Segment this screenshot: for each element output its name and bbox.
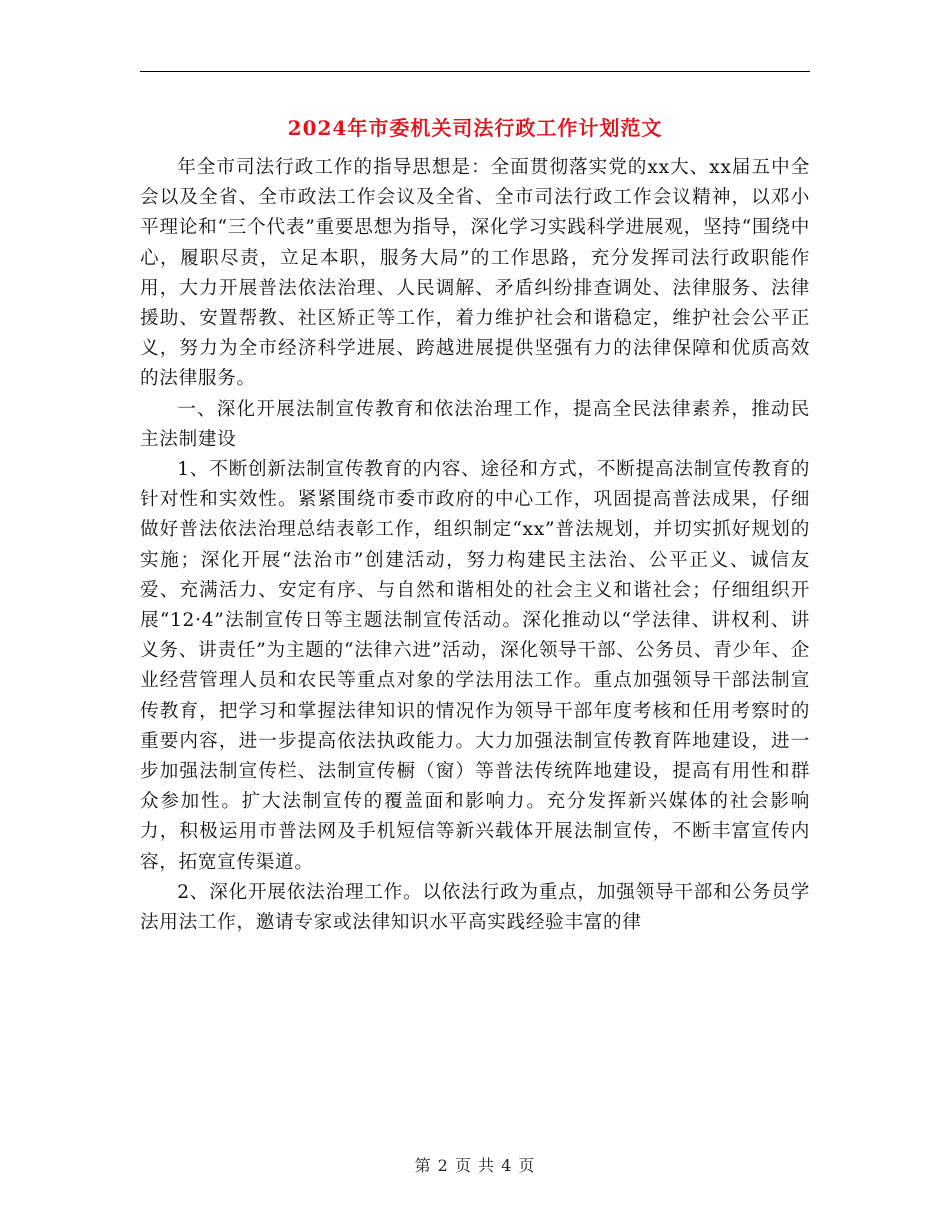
document-body bbox=[140, 153, 810, 938]
paragraph-guiding-ideology: 年全市司法行政工作的指导思想是：全面贯彻落实党的xx大、xx届五中全会以及全省、全市政法工作会议及全省、全市司法行政工作会议精神，以邓小平理论和“三个代表”重要思想为指导，深化学习实践科学进展观，坚持“围绕中心，履职尽责，立足本职，服务大局”的工作思路，充分发挥司法行政职能作用，大力开展普法依法治理、人民调解、矛盾纠纷排查调处、法律服务、法律援助、安置帮教、社区矫正等工作，着力维护社会和谐稳定，维护社会公平正义，努力为全市经济科学进展、跨越进展提供坚强有力的法律保障和优质高效的法律服务。 bbox=[140, 157, 810, 390]
paragraph-section-one-heading: 一、深化开展法制宣传教育和依法治理工作，提高全民法律素养，推动民主法制建设 bbox=[140, 398, 810, 450]
document-title: 2024年市委机关司法行政工作计划范文 bbox=[287, 116, 663, 140]
page-number-footer: 第 2 页 共 4 页 bbox=[414, 1156, 536, 1175]
header-rule bbox=[140, 71, 810, 72]
paragraph-item-two: 2、深化开展依法治理工作。以依法行政为重点，加强领导干部和公务员学法用法工作，邀请专家或法律知识水平高实践经验丰富的律 bbox=[140, 881, 810, 934]
paragraph-item-one: 1、不断创新法制宣传教育的内容、途径和方式，不断提高法制宣传教育的针对性和实效性。紧紧围绕市委市政府的中心工作，巩固提高普法成果，仔细做好普法依法治理总结表彰工作，组织制定“xx”普法规划，并切实抓好规划的实施；深化开展“法治市”创建活动，努力构建民主法治、公平正义、诚信友爱、充满活力、安定有序、与自然和谐相处的社会主义和谐社会；仔细组织开展“12·4”法制宣传日等主题法制宣传活动。深化推动以“学法律、讲权利、讲义务、讲责任”为主题的“法律六进”活动，深化领导干部、公务员、青少年、企业经营管理人员和农民等重点对象的学法用法工作。重点加强领导干部法制宣传教育，把学习和掌握法律知识的情况作为领导干部年度考核和任用考察时的重要内容，进一步提高依法执政能力。大力加强法制宣传教育阵地建设，进一步加强法制宣传栏、法制宣传橱（窗）等普法传统阵地建设，提高有用性和群众参加性。扩大法制宣传的覆盖面和影响力。充分发挥新兴媒体的社会影响力，积极运用市普法网及手机短信等新兴载体开展法制宣传，不断丰富宣传内容，拓宽宣传渠道。 bbox=[140, 459, 810, 873]
